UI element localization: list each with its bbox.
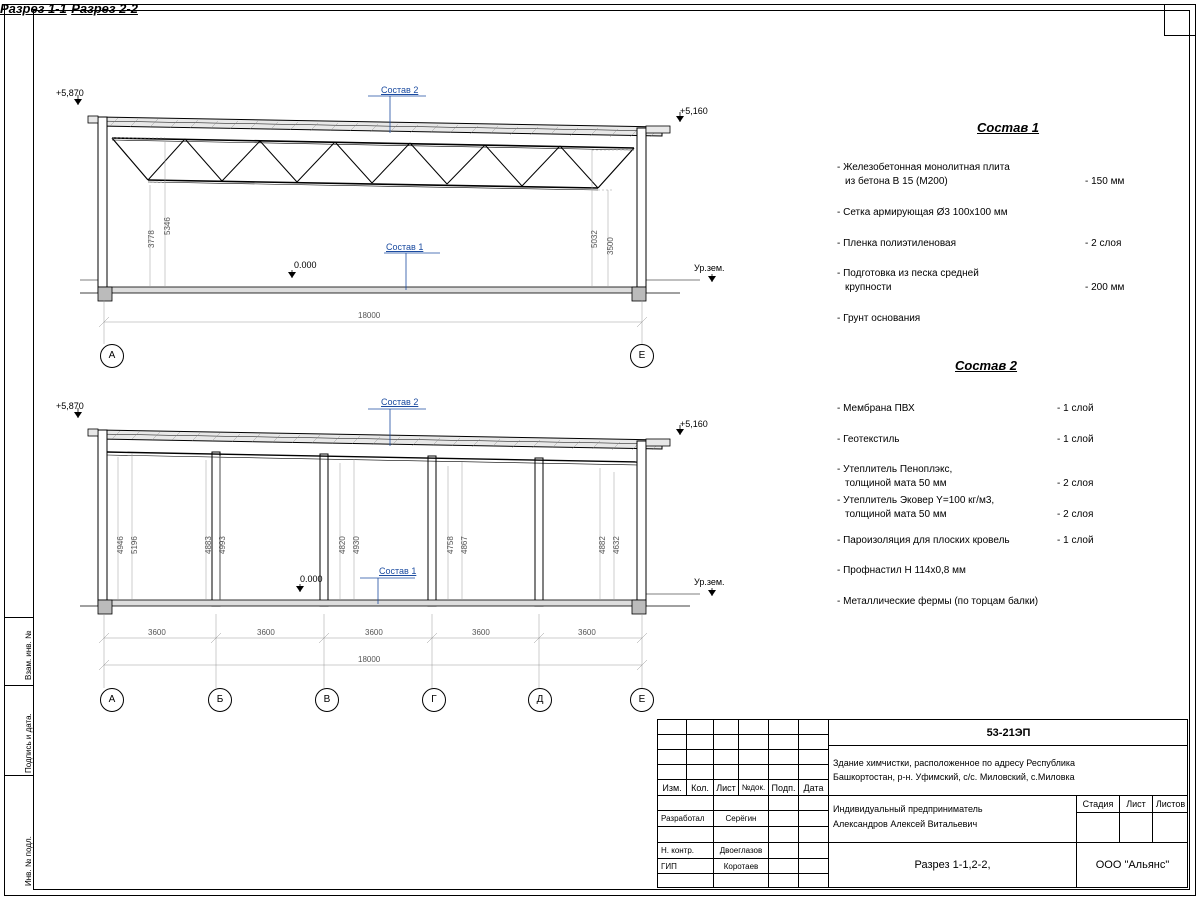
sostav2-row-3-text2: толщиной мата 50 мм [845, 509, 947, 520]
sostav1-row-0-value: - 150 мм [1085, 176, 1125, 187]
sostav2-row-1-text: - Геотекстиль [837, 434, 900, 445]
tb-rev-cell [714, 765, 739, 780]
tb-rev-cell [658, 750, 687, 765]
tb-rev-cell [769, 765, 799, 780]
tb-col-izm: Изм. [658, 780, 687, 796]
section1-total-dim: 18000 [358, 311, 381, 320]
section1-vdim-2: 5032 [590, 230, 599, 248]
tb-role-date [799, 843, 829, 859]
tb-role-blank [714, 827, 769, 843]
section1-title: Разрез 1-1 [0, 1, 67, 16]
section2-axis-A: А [100, 688, 124, 712]
sostav2-row-2-value: - 2 слоя [1057, 478, 1094, 489]
tb-rev-cell [687, 750, 714, 765]
section1-vdim-1: 5346 [163, 217, 172, 235]
tb-role-blank [658, 827, 714, 843]
section1-elev-left: +5,870 [56, 88, 84, 98]
tb-rev-cell [714, 750, 739, 765]
tb-role-date [799, 811, 829, 827]
sostav2-row-2-text2: толщиной мата 50 мм [845, 478, 947, 489]
tb-customer-line1: Индивидуальный предприниматель [833, 804, 983, 814]
sostav2-row-4-text: - Пароизоляция для плоских кровель [837, 535, 1010, 546]
left-stamp-label-2: Инв. № подл. [24, 836, 33, 886]
section2-bay-3: 3600 [472, 628, 490, 637]
tb-role-name-2: Коротаев [714, 859, 769, 874]
section1-axis-A: А [100, 344, 124, 368]
tb-object-line2: Башкортостан, р-н. Уфимский, с/с. Миловский, с.Миловка [833, 772, 1075, 782]
tb-rev-cell [739, 735, 769, 750]
section2-bay-2: 3600 [365, 628, 383, 637]
section1-zero-level: 0.000 [294, 260, 317, 270]
tb-rev-cell [714, 735, 739, 750]
section2-sostav1-tag: Состав 1 [379, 566, 417, 576]
tb-role-date [799, 859, 829, 874]
section2-vdim-9: 4632 [612, 536, 621, 554]
section1-elev-right: +5,160 [680, 106, 708, 116]
tb-role-0: Разработал [658, 811, 714, 827]
sostav2-row-2-text: - Утеплитель Пеноплэкс, [837, 464, 953, 475]
section1-sostav2-tag: Состав 2 [381, 85, 419, 95]
section2-axis-V: В [315, 688, 339, 712]
sostav2-row-3-value: - 2 слоя [1057, 509, 1094, 520]
tb-role-sign [769, 859, 799, 874]
section2-ground-level: Ур.зем. [694, 577, 725, 587]
tb-col-kol: Кол. [687, 780, 714, 796]
tb-stage-header: Стадия [1077, 796, 1120, 813]
tb-role-name-1: Двоеглазов [714, 843, 769, 859]
section2-sostav2-tag: Состав 2 [381, 397, 419, 407]
sostav2-row-0-value: - 1 слой [1057, 403, 1094, 414]
section2-vdim-0: 4946 [116, 536, 125, 554]
tb-customer-line2: Александров Алексей Витальевич [833, 819, 978, 829]
section2-vdim-2: 4883 [204, 536, 213, 554]
tb-role-sign [769, 843, 799, 859]
section2-vdim-6: 4758 [446, 536, 455, 554]
tb-sheets-header: Листов [1153, 796, 1188, 813]
tb-role-blank [769, 796, 799, 811]
tb-role-sign [769, 811, 799, 827]
sostav1-row-3-text: - Подготовка из песка средней [837, 268, 979, 279]
sostav1-row-2-value: - 2 слоя [1085, 238, 1122, 249]
tb-role-blank [769, 874, 799, 888]
section2-axis-G: Г [422, 688, 446, 712]
tb-rev-cell [769, 750, 799, 765]
tb-rev-cell [687, 720, 714, 735]
tb-sheet-value [1120, 813, 1153, 843]
tb-sheets-value [1153, 813, 1188, 843]
tb-object-line1: Здание химчистки, расположенное по адресу Республика [833, 758, 1076, 768]
tb-role-blank [799, 827, 829, 843]
tb-col-data: Дата [799, 780, 829, 796]
sostav1-row-4-text: - Грунт основания [837, 313, 921, 324]
section1-vdim-3: 3500 [606, 237, 615, 255]
tb-sheet-header: Лист [1120, 796, 1153, 813]
tb-rev-cell [714, 720, 739, 735]
tb-rev-cell [739, 720, 769, 735]
sostav1-row-3-value: - 200 мм [1085, 282, 1125, 293]
sostav2-row-3-text: - Утеплитель Эковер Y=100 кг/м3, [837, 495, 995, 506]
sostav2-row-6-text: - Металлические фермы (по торцам балки) [837, 596, 1039, 607]
sostav2-row-5-text: - Профнастил Н 114х0,8 мм [837, 565, 966, 576]
tb-rev-cell [658, 720, 687, 735]
sostav1-row-3-text2: крупности [845, 282, 892, 293]
tb-sheet-name: Разрез 1-1,2-2, [829, 843, 1077, 888]
tb-role-2: ГИП [658, 859, 714, 874]
tb-object [829, 746, 1188, 796]
section2-bay-0: 3600 [148, 628, 166, 637]
section2-axis-D: Д [528, 688, 552, 712]
section2-vdim-1: 5196 [130, 536, 139, 554]
section1-ground-level: Ур.зем. [694, 263, 725, 273]
tb-rev-cell [687, 735, 714, 750]
sostav1-row-1-text: - Сетка армирующая Ø3 100х100 мм [837, 207, 1008, 218]
tb-rev-cell [658, 735, 687, 750]
tb-rev-cell [799, 750, 829, 765]
section2-bay-4: 3600 [578, 628, 596, 637]
section2-title: Разрез 2-2 [71, 1, 138, 16]
sostav1-row-2-text: - Пленка полиэтиленовая [837, 238, 957, 249]
tb-stage-value [1077, 813, 1120, 843]
tb-rev-cell [769, 720, 799, 735]
section2-vdim-4: 4820 [338, 536, 347, 554]
tb-rev-cell [739, 750, 769, 765]
section1-vdim-0: 3778 [147, 230, 156, 248]
tb-rev-cell [687, 765, 714, 780]
section2-axis-B: Б [208, 688, 232, 712]
section2-zero-level: 0.000 [300, 574, 323, 584]
title-block [657, 719, 1188, 888]
section2-vdim-3: 4993 [218, 536, 227, 554]
tb-role-blank [714, 874, 769, 888]
tb-rev-cell [739, 765, 769, 780]
sostav2-row-1-value: - 1 слой [1057, 434, 1094, 445]
tb-role-blank [799, 796, 829, 811]
tb-role-blank [658, 796, 714, 811]
tb-rev-cell [799, 720, 829, 735]
section1-axis-E: Е [630, 344, 654, 368]
tb-col-ndok: №док. [739, 780, 769, 796]
sostav2-title: Состав 2 [955, 358, 1018, 373]
section2-elev-right: +5,160 [680, 419, 708, 429]
sostav1-row-0-text: - Железобетонная монолитная плита [837, 162, 1010, 173]
tb-rev-cell [658, 765, 687, 780]
section2-elev-left: +5,870 [56, 401, 84, 411]
section2-total-dim: 18000 [358, 655, 381, 664]
tb-code: 53-21ЭП [829, 720, 1188, 746]
section2-vdim-8: 4882 [598, 536, 607, 554]
sostav1-row-0-text2: из бетона В 15 (М200) [845, 176, 948, 187]
tb-role-blank [799, 874, 829, 888]
tb-role-blank [769, 827, 799, 843]
tb-col-list: Лист [714, 780, 739, 796]
tb-company: ООО "Альянс" [1077, 843, 1188, 888]
tb-rev-cell [769, 735, 799, 750]
tb-rev-cell [799, 735, 829, 750]
sostav1-title: Состав 1 [977, 120, 1040, 135]
sostav2-row-0-text: - Мембрана ПВХ [837, 403, 915, 414]
tb-col-podp: Подп. [769, 780, 799, 796]
section2-axis-E: Е [630, 688, 654, 712]
section2-vdim-5: 4930 [352, 536, 361, 554]
tb-role-blank [658, 874, 714, 888]
tb-role-1: Н. контр. [658, 843, 714, 859]
tb-role-blank [714, 796, 769, 811]
tb-rev-cell [799, 765, 829, 780]
left-stamp-label-1: Подпись и дата. [24, 713, 33, 773]
tb-role-name-0: Серёгин [714, 811, 769, 827]
sostav2-row-4-value: - 1 слой [1057, 535, 1094, 546]
left-stamp-label-0: Взам. инв. № [24, 630, 33, 680]
section2-vdim-7: 4867 [460, 536, 469, 554]
tb-customer [829, 796, 1077, 843]
section1-sostav1-tag: Состав 1 [386, 242, 424, 252]
section2-bay-1: 3600 [257, 628, 275, 637]
